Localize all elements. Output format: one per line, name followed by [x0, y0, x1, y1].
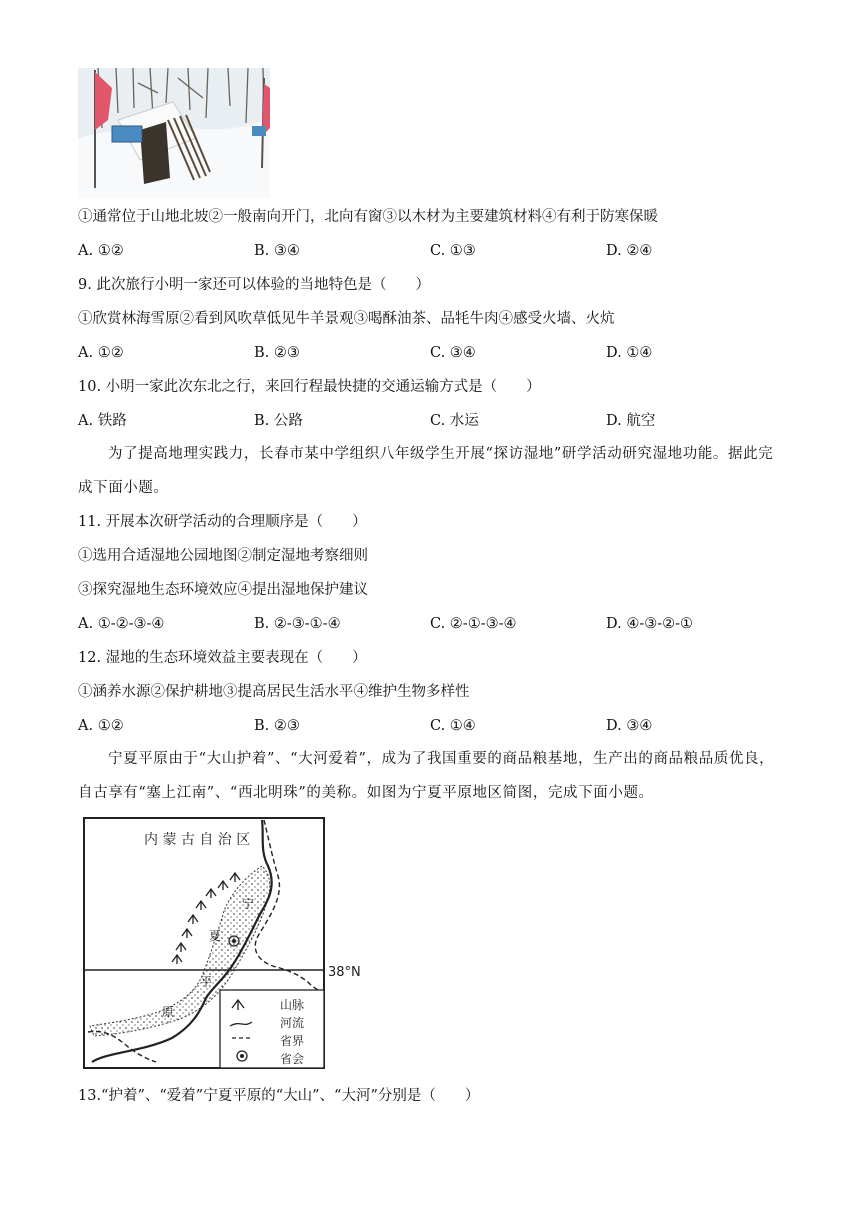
q12-statements: ①涵养水源②保护耕地③提高居民生活水平④维护生物多样性: [78, 684, 470, 700]
q11-option-b[interactable]: B. ②-③-①-④: [254, 616, 341, 632]
q9-option-c[interactable]: C. ③④: [430, 345, 476, 361]
q8-option-a[interactable]: A. ①②: [78, 243, 124, 259]
legend-box: [220, 990, 324, 1068]
q12-option-d[interactable]: D. ③④: [606, 718, 653, 734]
region-label: 内 蒙 古 自 治 区: [144, 832, 251, 848]
q8-option-c[interactable]: C. ①③: [430, 243, 476, 259]
q12-option-b[interactable]: B. ②③: [254, 718, 300, 734]
q9-option-b[interactable]: B. ②③: [254, 345, 300, 361]
q12-question: 12. 湿地的生态环境效益主要表现在（ ）: [78, 650, 367, 666]
q9-option-a[interactable]: A. ①②: [78, 345, 124, 361]
q10-option-c[interactable]: C. 水运: [430, 413, 479, 429]
q10-option-a[interactable]: A. 铁路: [78, 413, 127, 429]
q12-option-a[interactable]: A. ①②: [78, 718, 124, 734]
q8-option-b[interactable]: B. ③④: [254, 243, 300, 259]
q10-option-d[interactable]: D. 航空: [606, 413, 656, 429]
legend-capital-label: 省会: [280, 1052, 305, 1066]
q9-question: 9. 此次旅行小明一家还可以体验的当地特色是（ ）: [78, 277, 430, 293]
plain-char-1: 宁: [242, 897, 255, 911]
q8-statements: ①通常位于山地北坡②一般南向开门，北向有窗③以木材为主要建筑材料④有利于防寒保暖: [78, 209, 658, 225]
passage-ningxia: 宁夏平原由于“大山护着”、“大河爱着”，成为了我国重要的商品粮基地，生产出的商品粮品质优良，自古享有“塞上江南”、“西北明珠”的美称。如图为宁夏平原地区简图，完成下面小题。: [78, 751, 775, 801]
plain-char-4: 原: [162, 1005, 175, 1019]
ningxia-plain-map: [82, 816, 372, 1072]
q9-statements: ①欣赏林海雪原②看到风吹草低见牛羊景观③喝酥油茶、品牦牛肉④感受火墙、火炕: [78, 311, 615, 327]
passage-wetland: 为了提高地理实践力，长春市某中学组织八年级学生开展“探访湿地”研学活动研究湿地功能。据此完成下面小题。: [78, 446, 774, 496]
q10-option-b[interactable]: B. 公路: [254, 413, 303, 429]
legend-river-label: 河流: [280, 1016, 305, 1030]
q9-option-d[interactable]: D. ①④: [606, 345, 653, 361]
q11-option-a[interactable]: A. ①-②-③-④: [78, 616, 165, 632]
q11-statements-1: ①选用合适湿地公园地图②制定湿地考察细则: [78, 548, 368, 564]
legend-boundary-label: 省界: [280, 1034, 305, 1048]
q8-option-d[interactable]: D. ②④: [606, 243, 653, 259]
q13-question: 13.“护着”、“爱着”宁夏平原的“大山”、“大河”分别是（ ）: [78, 1088, 480, 1104]
plain-char-3: 平: [200, 975, 213, 989]
legend-mountain-label: 山脉: [280, 998, 305, 1012]
snow-shelter-photo: [78, 68, 270, 198]
q11-option-c[interactable]: C. ②-①-③-④: [430, 616, 517, 632]
q11-statements-2: ③探究湿地生态环境效应④提出湿地保护建议: [78, 582, 368, 598]
q11-option-d[interactable]: D. ④-③-②-①: [606, 616, 694, 632]
q12-option-c[interactable]: C. ①④: [430, 718, 476, 734]
plain-char-2: 夏: [209, 929, 222, 943]
latitude-label: 38°N: [328, 965, 361, 980]
q11-question: 11. 开展本次研学活动的合理顺序是（ ）: [78, 514, 367, 530]
q10-question: 10. 小明一家此次东北之行，来回行程最快捷的交通运输方式是（ ）: [78, 379, 541, 395]
